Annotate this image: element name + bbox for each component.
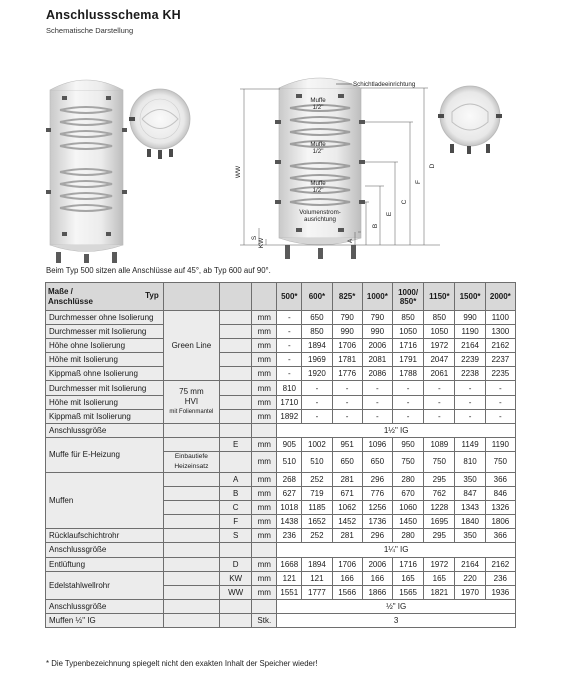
value-cell: 1002 xyxy=(302,437,332,451)
value-cell: 790 xyxy=(362,311,392,325)
code-cell: F xyxy=(220,515,252,529)
value-cell: 2047 xyxy=(424,353,455,367)
table-row xyxy=(46,339,516,353)
value-cell: - xyxy=(455,395,485,409)
unit-cell xyxy=(252,543,277,557)
label-muffe-top-size: 1/2" xyxy=(312,104,324,111)
value-cell: 1060 xyxy=(392,501,423,515)
code-cell: E xyxy=(220,437,252,451)
value-cell: 650 xyxy=(302,311,332,325)
header-type: 500* xyxy=(277,283,302,311)
value-cell: 2006 xyxy=(362,339,392,353)
group-einbautiefe: Einbautiefe Heizeinsatz xyxy=(163,451,219,472)
value-cell: - xyxy=(302,409,332,423)
value-cell: - xyxy=(424,395,455,409)
value-cell: 1450 xyxy=(392,515,423,529)
value-cell: 350 xyxy=(455,529,485,543)
value-cell: 2164 xyxy=(455,557,485,571)
unit-cell: mm xyxy=(252,529,277,543)
value-cell: - xyxy=(362,381,392,395)
unit-cell: mm xyxy=(252,367,277,381)
value-cell: 2061 xyxy=(424,367,455,381)
value-cell: 1190 xyxy=(485,437,515,451)
row-label: Höhe ohne Isolierung xyxy=(46,339,164,353)
value-cell: 2162 xyxy=(485,557,515,571)
value-cell: 252 xyxy=(302,529,332,543)
value-cell: 950 xyxy=(392,437,423,451)
value-cell: 1972 xyxy=(424,339,455,353)
code-cell: A xyxy=(220,472,252,486)
value-cell: 2235 xyxy=(485,367,515,381)
label-muffe-bottom: Muffe xyxy=(310,180,326,187)
value-cell: 2237 xyxy=(485,353,515,367)
dim-label-ww: WW xyxy=(235,165,242,179)
unit-cell: mm xyxy=(252,437,277,451)
value-cell: 1936 xyxy=(485,585,515,599)
row-label: Höhe mit Isolierung xyxy=(46,353,164,367)
angle-note: Beim Typ 500 sitzen alle Anschlüsse auf 45°, ab Typ 600 auf 90°. xyxy=(46,266,271,275)
header-blank xyxy=(252,283,277,311)
value-cell: 1788 xyxy=(392,367,423,381)
table-row xyxy=(46,472,516,486)
span-value: 1½" IG xyxy=(277,423,516,437)
code-cell: D xyxy=(220,557,252,571)
row-label: Durchmesser mit Isolierung xyxy=(46,325,164,339)
value-cell: 236 xyxy=(485,571,515,585)
value-cell: 1791 xyxy=(392,353,423,367)
value-cell: 1565 xyxy=(392,585,423,599)
value-cell: 1149 xyxy=(455,437,485,451)
unit-cell: mm xyxy=(252,487,277,501)
left-tank-top-view xyxy=(129,89,190,159)
value-cell: 750 xyxy=(424,451,455,472)
value-cell: 1969 xyxy=(302,353,332,367)
value-cell: 650 xyxy=(332,451,362,472)
header-type: 1000/ 850* xyxy=(392,283,423,311)
value-cell: - xyxy=(277,325,302,339)
table-row xyxy=(46,613,516,627)
value-cell: 510 xyxy=(302,451,332,472)
table-row xyxy=(46,557,516,571)
label-volumenstrom: Volumenstrom- xyxy=(299,209,341,216)
value-cell: 1706 xyxy=(332,339,362,353)
table-row xyxy=(46,543,516,557)
value-cell: 510 xyxy=(277,451,302,472)
unit-cell: Stk. xyxy=(252,613,277,627)
code-cell xyxy=(220,367,252,381)
value-cell: 1566 xyxy=(332,585,362,599)
table-row xyxy=(46,353,516,367)
value-cell: 281 xyxy=(332,472,362,486)
value-cell: - xyxy=(392,395,423,409)
header-type: 2000* xyxy=(485,283,515,311)
group-cell xyxy=(163,487,219,501)
value-cell: 296 xyxy=(362,472,392,486)
value-cell: - xyxy=(277,339,302,353)
value-cell: 1710 xyxy=(277,395,302,409)
value-cell: 1892 xyxy=(277,409,302,423)
code-cell xyxy=(220,423,252,437)
row-label: Kippmaß ohne Isolierung xyxy=(46,367,164,381)
row-label: Anschlussgröße xyxy=(46,423,164,437)
value-cell: 670 xyxy=(392,487,423,501)
header-masse-cell xyxy=(46,283,164,311)
page-title: Anschlussschema KH xyxy=(46,8,181,22)
value-cell: 905 xyxy=(277,437,302,451)
value-cell: 350 xyxy=(455,472,485,486)
value-cell: 1652 xyxy=(302,515,332,529)
value-cell: 1551 xyxy=(277,585,302,599)
schematic-tank xyxy=(275,78,416,259)
value-cell: 2081 xyxy=(362,353,392,367)
value-cell: - xyxy=(332,395,362,409)
value-cell: 1972 xyxy=(424,557,455,571)
value-cell: 280 xyxy=(392,472,423,486)
value-cell: 121 xyxy=(277,571,302,585)
unit-cell: mm xyxy=(252,451,277,472)
value-cell: - xyxy=(302,395,332,409)
value-cell: 1300 xyxy=(485,325,515,339)
code-cell: KW xyxy=(220,571,252,585)
row-label: Rücklaufschichtrohr xyxy=(46,529,164,543)
table-row xyxy=(46,409,516,423)
header-type: 600* xyxy=(302,283,332,311)
group-cell xyxy=(163,423,219,437)
header-typ: Typ xyxy=(145,290,159,300)
header-type: 1150* xyxy=(424,283,455,311)
value-cell: 1438 xyxy=(277,515,302,529)
unit-cell: mm xyxy=(252,571,277,585)
value-cell: 1018 xyxy=(277,501,302,515)
value-cell: 1668 xyxy=(277,557,302,571)
unit-cell: mm xyxy=(252,339,277,353)
value-cell: 1777 xyxy=(302,585,332,599)
value-cell: 268 xyxy=(277,472,302,486)
span-value: 3 xyxy=(277,613,516,627)
value-cell: - xyxy=(392,381,423,395)
table-row xyxy=(46,381,516,395)
value-cell: 846 xyxy=(485,487,515,501)
table-row xyxy=(46,311,516,325)
value-cell: 847 xyxy=(455,487,485,501)
code-cell xyxy=(220,381,252,395)
value-cell: 1736 xyxy=(362,515,392,529)
group-cell xyxy=(163,543,219,557)
label-schichtladeeinrichtung: Schichtladeeinrichtung xyxy=(353,81,416,88)
value-cell: - xyxy=(485,395,515,409)
table-row xyxy=(46,367,516,381)
row-label: Kippmaß mit Isolierung xyxy=(46,409,164,423)
value-cell: 2006 xyxy=(362,557,392,571)
table-row xyxy=(46,571,516,585)
table-row xyxy=(46,395,516,409)
header-anschluesse: Anschlüsse xyxy=(48,296,93,306)
table-row xyxy=(46,599,516,613)
value-cell: 1821 xyxy=(424,585,455,599)
dim-label-f: F xyxy=(415,180,422,184)
value-cell: 2239 xyxy=(455,353,485,367)
span-value: ½" IG xyxy=(277,599,516,613)
table-row xyxy=(46,437,516,451)
unit-cell: mm xyxy=(252,515,277,529)
table-body xyxy=(46,311,516,628)
dim-label-a: A xyxy=(347,238,354,244)
value-cell: - xyxy=(424,381,455,395)
value-cell: - xyxy=(392,409,423,423)
dim-label-e: E xyxy=(386,211,393,217)
header-type: 1500* xyxy=(455,283,485,311)
code-cell: B xyxy=(220,487,252,501)
group-cell xyxy=(163,472,219,486)
code-cell: C xyxy=(220,501,252,515)
value-cell: 281 xyxy=(332,529,362,543)
row-label: Anschlussgröße xyxy=(46,599,164,613)
value-cell: 1343 xyxy=(455,501,485,515)
group-cell xyxy=(163,571,219,585)
value-cell: - xyxy=(424,409,455,423)
unit-cell: mm xyxy=(252,395,277,409)
value-cell: 252 xyxy=(302,472,332,486)
value-cell: 166 xyxy=(362,571,392,585)
header-type: 1000* xyxy=(362,283,392,311)
value-cell: 1100 xyxy=(485,311,515,325)
value-cell: 762 xyxy=(424,487,455,501)
value-cell: 280 xyxy=(392,529,423,543)
page-subtitle: Schematische Darstellung xyxy=(46,26,134,35)
value-cell: 220 xyxy=(455,571,485,585)
value-cell: 295 xyxy=(424,529,455,543)
value-cell: 790 xyxy=(332,311,362,325)
group-cell xyxy=(163,557,219,571)
hvi-line-1: 75 mm xyxy=(179,387,204,397)
value-cell: 1096 xyxy=(362,437,392,451)
code-cell xyxy=(220,325,252,339)
footnote: * Die Typenbezeichnung spiegelt nicht den exakten Inhalt der Speicher wieder! xyxy=(46,659,318,668)
code-cell xyxy=(220,543,252,557)
value-cell: 1716 xyxy=(392,339,423,353)
dim-label-kw: KW xyxy=(258,237,265,249)
table-row xyxy=(46,529,516,543)
value-cell: 1228 xyxy=(424,501,455,515)
value-cell: 810 xyxy=(277,381,302,395)
code-cell: S xyxy=(220,529,252,543)
value-cell: 1781 xyxy=(332,353,362,367)
value-cell: - xyxy=(332,409,362,423)
value-cell: - xyxy=(485,381,515,395)
value-cell: 990 xyxy=(332,325,362,339)
unit-cell: mm xyxy=(252,311,277,325)
table-header-row xyxy=(46,283,516,311)
unit-cell: mm xyxy=(252,585,277,599)
value-cell: 1050 xyxy=(392,325,423,339)
value-cell: 750 xyxy=(485,451,515,472)
value-cell: - xyxy=(277,311,302,325)
value-cell: 990 xyxy=(455,311,485,325)
code-cell xyxy=(220,613,252,627)
value-cell: 1866 xyxy=(362,585,392,599)
value-cell: - xyxy=(302,381,332,395)
row-label: Muffen xyxy=(46,472,164,528)
value-cell: 2086 xyxy=(362,367,392,381)
unit-cell: mm xyxy=(252,353,277,367)
table-row xyxy=(46,325,516,339)
value-cell: 776 xyxy=(362,487,392,501)
value-cell: 165 xyxy=(392,571,423,585)
value-cell: 1970 xyxy=(455,585,485,599)
label-muffe-top: Muffe xyxy=(310,97,326,104)
value-cell: - xyxy=(277,367,302,381)
value-cell: 671 xyxy=(332,487,362,501)
unit-cell: mm xyxy=(252,381,277,395)
value-cell: 1050 xyxy=(424,325,455,339)
value-cell: 296 xyxy=(362,529,392,543)
value-cell: 1840 xyxy=(455,515,485,529)
group-cell xyxy=(163,437,219,451)
value-cell: 121 xyxy=(302,571,332,585)
dim-label-d: D xyxy=(429,163,436,169)
value-cell: 1256 xyxy=(362,501,392,515)
value-cell: 1920 xyxy=(302,367,332,381)
row-label: Anschlussgröße xyxy=(46,543,164,557)
value-cell: - xyxy=(332,381,362,395)
value-cell: 295 xyxy=(424,472,455,486)
unit-cell: mm xyxy=(252,557,277,571)
code-cell xyxy=(220,353,252,367)
value-cell: 650 xyxy=(362,451,392,472)
unit-cell: mm xyxy=(252,472,277,486)
table-row xyxy=(46,423,516,437)
value-cell: 850 xyxy=(392,311,423,325)
value-cell: 1190 xyxy=(455,325,485,339)
row-label: Durchmesser ohne Isolierung xyxy=(46,311,164,325)
value-cell: 366 xyxy=(485,472,515,486)
value-cell: - xyxy=(485,409,515,423)
value-cell: 1716 xyxy=(392,557,423,571)
connection-diagram xyxy=(0,40,561,265)
dim-label-c: C xyxy=(401,199,408,205)
value-cell: - xyxy=(455,409,485,423)
group-cell xyxy=(163,529,219,543)
value-cell: 810 xyxy=(455,451,485,472)
value-cell: 850 xyxy=(302,325,332,339)
code-cell xyxy=(220,409,252,423)
left-tank-side-view xyxy=(46,80,127,263)
value-cell: 1706 xyxy=(332,557,362,571)
value-cell: 236 xyxy=(277,529,302,543)
label-muffe-bottom-size: 1/2" xyxy=(312,187,324,194)
header-type: 825* xyxy=(332,283,362,311)
right-tank-top-view xyxy=(438,86,502,154)
value-cell: 1894 xyxy=(302,339,332,353)
value-cell: - xyxy=(362,395,392,409)
group-green-line: Green Line xyxy=(163,311,219,381)
group-cell xyxy=(163,613,219,627)
hvi-line-2: HVI xyxy=(184,397,199,407)
code-cell: WW xyxy=(220,585,252,599)
value-cell: 1776 xyxy=(332,367,362,381)
row-label: Edelstahlwellrohr xyxy=(46,571,164,599)
row-label: Muffen ½" IG xyxy=(46,613,164,627)
value-cell: 1695 xyxy=(424,515,455,529)
header-blank xyxy=(163,283,219,311)
value-cell: 1452 xyxy=(332,515,362,529)
label-ausrichtung: ausrichtung xyxy=(304,216,336,223)
value-cell: 166 xyxy=(332,571,362,585)
value-cell: 990 xyxy=(362,325,392,339)
value-cell: - xyxy=(455,381,485,395)
dim-label-s: S xyxy=(251,235,258,241)
row-label: Entlüftung xyxy=(46,557,164,571)
value-cell: 750 xyxy=(392,451,423,472)
label-muffe-mid: Muffe xyxy=(310,141,326,148)
value-cell: 719 xyxy=(302,487,332,501)
group-hvi xyxy=(163,381,219,423)
value-cell: 1089 xyxy=(424,437,455,451)
code-cell xyxy=(220,339,252,353)
row-label: Muffe für E-Heizung xyxy=(46,437,164,472)
unit-cell: mm xyxy=(252,325,277,339)
value-cell: 366 xyxy=(485,529,515,543)
label-muffe-mid-size: 1/2" xyxy=(312,148,324,155)
row-label: Höhe mit Isolierung xyxy=(46,395,164,409)
value-cell: 951 xyxy=(332,437,362,451)
dim-label-b: B xyxy=(372,223,379,229)
value-cell: 1806 xyxy=(485,515,515,529)
value-cell: 850 xyxy=(424,311,455,325)
code-cell xyxy=(220,395,252,409)
value-cell: 2238 xyxy=(455,367,485,381)
unit-cell: mm xyxy=(252,409,277,423)
group-cell xyxy=(163,501,219,515)
value-cell: 1326 xyxy=(485,501,515,515)
value-cell: 1185 xyxy=(302,501,332,515)
code-cell xyxy=(220,599,252,613)
group-cell xyxy=(163,515,219,529)
code-cell xyxy=(220,451,252,472)
span-value: 1¼" IG xyxy=(277,543,516,557)
unit-cell xyxy=(252,423,277,437)
header-blank xyxy=(220,283,252,311)
group-cell xyxy=(163,599,219,613)
value-cell: 165 xyxy=(424,571,455,585)
value-cell: 1062 xyxy=(332,501,362,515)
value-cell: - xyxy=(277,353,302,367)
value-cell: 627 xyxy=(277,487,302,501)
value-cell: 1894 xyxy=(302,557,332,571)
value-cell: 2164 xyxy=(455,339,485,353)
row-label: Durchmesser mit Isolierung xyxy=(46,381,164,395)
unit-cell: mm xyxy=(252,501,277,515)
header-masse: Maße / xyxy=(48,286,73,296)
value-cell: 2162 xyxy=(485,339,515,353)
group-cell xyxy=(163,585,219,599)
spec-table xyxy=(45,282,516,628)
hvi-line-3: mit Folienmantel xyxy=(169,409,214,416)
value-cell: - xyxy=(362,409,392,423)
unit-cell xyxy=(252,599,277,613)
code-cell xyxy=(220,311,252,325)
